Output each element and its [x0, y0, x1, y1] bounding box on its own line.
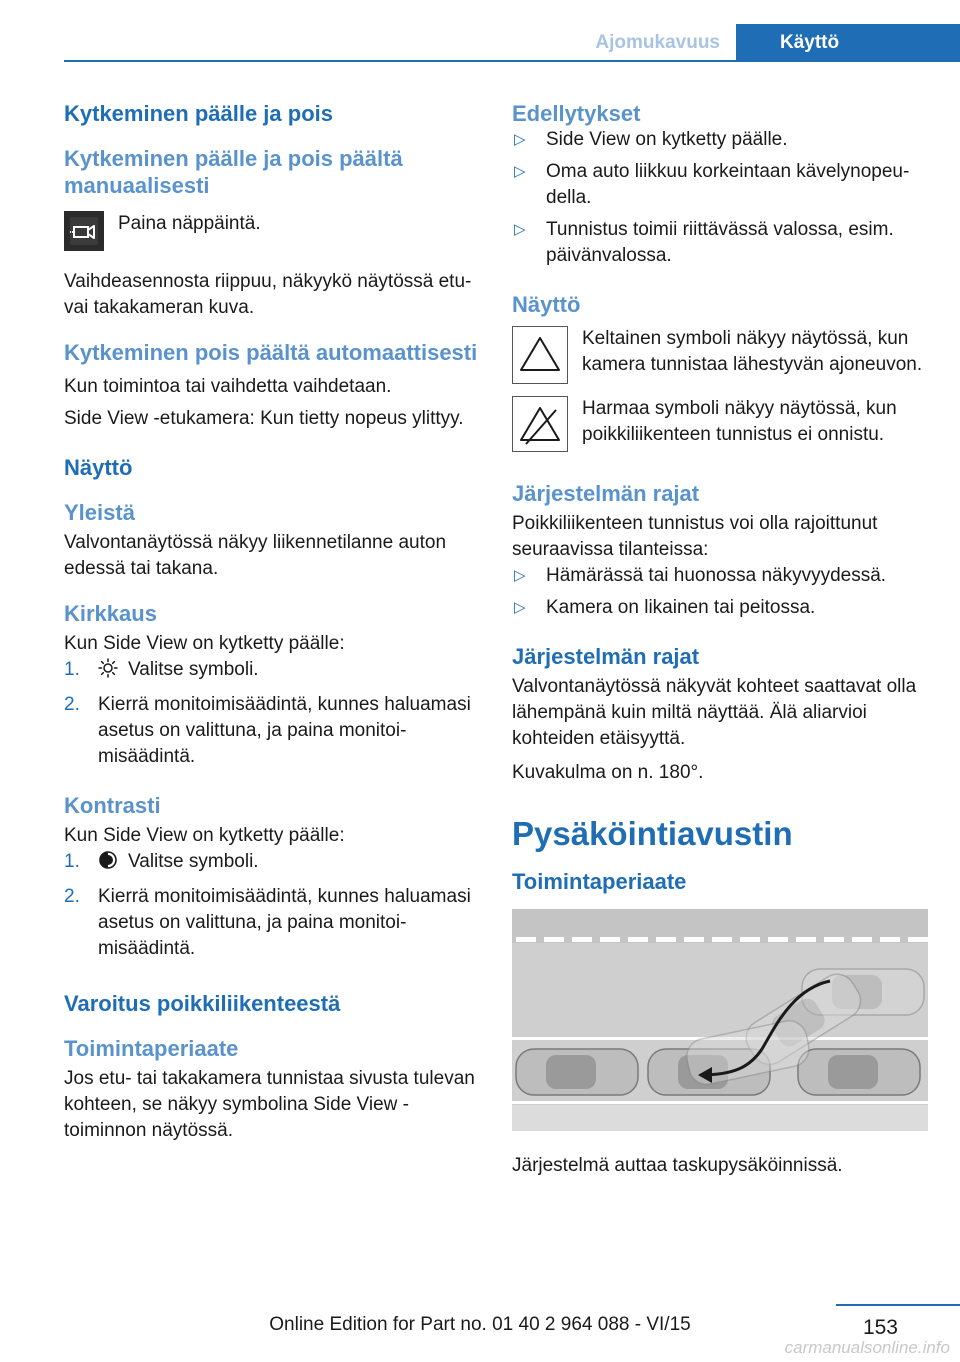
list-item: ▷ Oma auto liikkuu korkeintaan kävelynopeudella.	[514, 161, 910, 208]
list-item	[64, 657, 478, 686]
step-text: Kierrä monitoimisäädintä, kunnes haluamasi asetus on valittuna, ja paina monitoimisäädintä.	[98, 886, 471, 959]
heading-display: Näyttö	[512, 292, 581, 317]
camera-button-icon	[64, 211, 104, 251]
press-button-row	[64, 211, 478, 251]
warning-triangle-icon	[512, 326, 568, 384]
brightness-steps	[64, 657, 478, 770]
heading-limits-2: Järjestelmän rajat	[512, 644, 700, 669]
sun-icon	[98, 658, 118, 686]
heading-limits-1: Järjestelmän rajat	[512, 481, 700, 506]
list-item: ▷ Hämärässä tai huonossa näkyvyydessä.	[512, 563, 932, 589]
heading-cross-traffic-warning: Varoitus poikkiliikenteestä	[64, 991, 341, 1016]
warning-triangle-crossed-icon	[512, 396, 568, 452]
footer-edition: Online Edition for Part no. 01 40 2 964 088 - VI/15	[269, 1314, 691, 1335]
heading-auto-off: Kytkeminen pois päältä automaattisesti	[64, 340, 478, 365]
yellow-symbol-text: Keltainen symboli näkyy näytössä, kun kamera tunnistaa lähestyvän ajoneuvon.	[582, 328, 923, 375]
list-item	[64, 692, 478, 770]
limits-1-intro: Poikkiliikenteen tunnistus voi olla rajoittunut seuraavissa tilanteissa:	[512, 513, 878, 560]
gear-position-text: Vaihdeasennosta riippuu, näkyykö näytössä etu- vai takakameran kuva.	[64, 271, 472, 318]
parked-car	[516, 1049, 638, 1095]
contrast-icon	[98, 850, 118, 878]
principle-text: Jos etu- tai takakamera tunnistaa sivusta tulevan kohteen, se näkyy symbolina Side View -toiminnon näytössä.	[64, 1068, 475, 1141]
view-angle-text: Kuvakulma on n. 180°.	[512, 762, 704, 783]
contrast-intro: Kun Side View on kytketty päälle:	[64, 825, 345, 846]
auto-off-text-1: Kun toimintoa tai vaihdetta vaihdetaan.	[64, 376, 392, 397]
header-section-tab[interactable]: Käyttö	[736, 24, 960, 62]
footer-rule	[836, 1304, 960, 1306]
heading-contrast: Kontrasti	[64, 793, 161, 818]
grey-symbol-row	[512, 396, 932, 452]
general-text: Valvontanäytössä näkyy liikennetilanne auton edessä tai takana.	[64, 532, 447, 579]
header-chapter-tab[interactable]: Ajomukavuus	[595, 32, 720, 53]
step-text: Kierrä monitoimisäädintä, kunnes haluamasi asetus on valittuna, ja paina monitoimisäädintä.	[98, 694, 471, 767]
parked-car	[798, 1049, 920, 1095]
page-number: 153	[862, 1316, 898, 1339]
step-text: Valitse symboli.	[128, 659, 259, 680]
list-item: ▷ Tunnistus toimii riittävässä valossa, esim. päivänvalossa.	[514, 219, 894, 266]
step-number: 2.	[64, 694, 80, 715]
grey-symbol-text: Harmaa symboli näkyy näytössä, kun poikkiliikenteen tunnistus ei onnistu.	[582, 398, 897, 445]
list-item: ▷ Kamera on likainen tai peitossa.	[512, 595, 932, 621]
triangle-bullet-icon: ▷	[514, 567, 526, 584]
right-column	[512, 100, 932, 1179]
triangle-bullet-icon: ▷	[514, 163, 526, 180]
limits-1-list	[512, 563, 932, 621]
triangle-bullet-icon: ▷	[514, 599, 526, 616]
press-button-text: Paina näppäintä.	[118, 213, 261, 234]
step-number: 1.	[64, 659, 80, 680]
left-column	[64, 100, 478, 1144]
limits-2-text: Valvontanäytössä näkyvät kohteet saattavat olla lähempänä kuin miltä näyttää. Älä aliarvioi kohteiden etäisyyttä.	[512, 676, 917, 749]
list-item	[64, 849, 478, 878]
heading-manual: Kytkeminen päälle ja pois päältä manuaalisesti	[64, 146, 403, 198]
triangle-bullet-icon: ▷	[514, 131, 526, 148]
heading-principle: Toimintaperiaate	[512, 869, 687, 894]
brightness-intro: Kun Side View on kytketty päälle:	[64, 633, 345, 654]
list-item	[64, 884, 478, 962]
heading-principle: Toimintaperiaate	[64, 1036, 239, 1061]
heading-brightness: Kirkkaus	[64, 601, 157, 626]
heading-requirements: Edellytykset	[512, 101, 641, 126]
triangle-bullet-icon: ▷	[514, 221, 526, 238]
header-rule	[64, 60, 960, 62]
contrast-steps	[64, 849, 478, 962]
watermark: carmanualsonline.info	[784, 1338, 950, 1357]
heading-general: Yleistä	[64, 500, 135, 525]
heading-display: Näyttö	[64, 455, 133, 480]
heading-park-assist: Pysäköintiavustin	[512, 815, 793, 852]
step-number: 2.	[64, 886, 80, 907]
auto-off-text-2: Side View -etukamera: Kun tietty nopeus ylittyy.	[64, 408, 464, 429]
step-text: Valitse symboli.	[128, 851, 259, 872]
heading-switch-on-off: Kytkeminen päälle ja pois	[64, 101, 333, 126]
illustration-caption: Järjestelmä auttaa taskupysäköinnissä.	[512, 1155, 843, 1176]
list-item: ▷ Side View on kytketty päälle.	[512, 127, 932, 153]
requirements-list	[512, 127, 932, 269]
parking-illustration	[512, 909, 928, 1131]
yellow-symbol-row	[512, 326, 932, 384]
step-number: 1.	[64, 851, 80, 872]
